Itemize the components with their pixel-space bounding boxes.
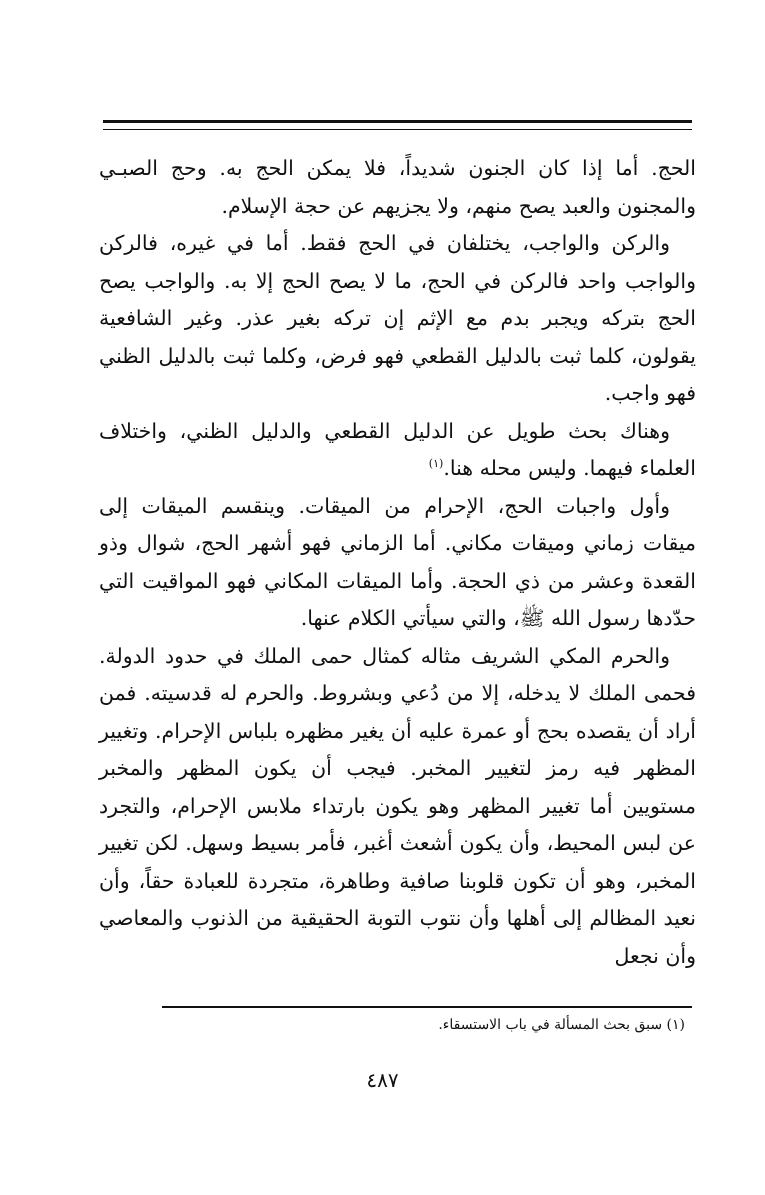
- paragraph-2: والركن والواجب، يختلفان في الحج فقط. أما في غيره، فالركن والواجب واحد فالركن في الحج، ما لا يصح الحج إلا به. والواجب يصح الحج بتركه ويجبر بدم مع الإثم إن تركه بغير عذر. وغير الشافعية يقولون، كلما ثبت بالدليل القطعي فهو فرض، وكلما ثبت بالدليل الظني فهو واجب.: [99, 231, 696, 405]
- paragraph-1: الحج. أما إذا كان الجنون شديداً، فلا يمكن الحج به. وحج الصبـي والمجنون والعبد يصح منهم، ولا يجزيهم عن حجة الإسلام.: [99, 156, 696, 218]
- footnote-separator: [162, 1006, 692, 1008]
- body-text: [99, 150, 696, 975]
- paragraph-4: وأول واجبات الحج، الإحرام من الميقات. وينقسم الميقات إلى ميقات زماني وميقات مكاني. أما الزماني فهو أشهر الحج، شوال وذو القعدة وعشر من ذي الحجة. وأما الميقات المكاني فهو المواقيت التي حدّدها رسول الله ﷺ، والتي سيأتي الكلام عنها.: [99, 493, 696, 630]
- paragraph-3: [99, 413, 696, 488]
- footnote-reference[interactable]: (١): [428, 457, 444, 471]
- paragraph-3-text: وهناك بحث طويل عن الدليل القطعي والدليل الظني، واختلاف العلماء فيهما. وليس محله هنا.: [99, 418, 696, 480]
- header-rule-thin: [103, 129, 692, 130]
- header-rule-thick: [103, 120, 692, 123]
- paragraph-5: والحرم المكي الشريف مثاله كمثال حمى الملك في حدود الدولة. فحمى الملك لا يدخله، إلا من دُعي وبشروط. والحرم له قدسيته. فمن أراد أن يقصده بحج أو عمرة عليه أن يغير مظهره بلباس الإحرام. وتغيير المظهر فيه رمز لتغيير المخبر. فيجب أن يكون المظهر والمخبر مستويين أما تغيير المظهر وهو يكون بارتداء ملابس الإحرام، والتجرد عن لبس المحيط، وأن يكون أشعث أغبر، فأمر بسيط وسهل. لكن تغيير المخبر، وهو أن تكون قلوبنا صافية وطاهرة، متجردة للعبادة حقاً، وأن نعيد المظالم إلى أهلها وأن نتوب التوبة الحقيقية من الذنوب والمعاصي وأن نجعل: [99, 643, 696, 968]
- footnote: (١) سبق بحث المسألة في باب الاستسقاء.: [438, 1017, 685, 1033]
- page-number: ٤٨٧: [366, 1068, 399, 1092]
